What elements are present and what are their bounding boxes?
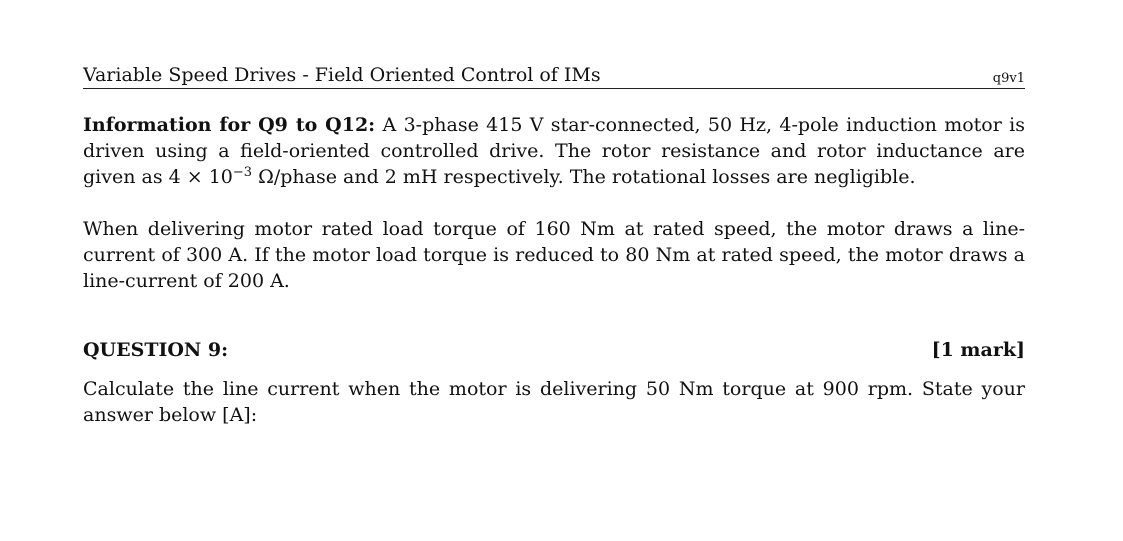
question-label: QUESTION 9: bbox=[83, 339, 229, 361]
question-heading bbox=[83, 337, 1025, 363]
load-conditions-paragraph: When delivering motor rated load torque of 160 Nm at rated speed, the motor draws a line-current of 300 A. If the motor load torque is reduced to 80 Nm at rated speed, the motor draws a line-current of 200 A. bbox=[83, 218, 1025, 292]
information-exponent: −3 bbox=[232, 165, 253, 180]
page-header bbox=[83, 62, 1025, 89]
information-text-part-2: Ω/phase and 2 mH respectively. The rotational losses are negligible. bbox=[252, 166, 916, 188]
question-version-code: q9v1 bbox=[992, 71, 1025, 86]
header-title: Variable Speed Drives - Field Oriented Control of IMs bbox=[83, 64, 601, 86]
information-text-part-1: A 3-phase 415 V star-connected, 50 Hz, 4-pole induction motor is driven using a field-oriented controlled drive. The rotor resistance and rotor inductance are given as 4 × 10 bbox=[83, 114, 1025, 188]
question-marks: [1 mark] bbox=[931, 339, 1025, 361]
information-lead: Information for Q9 to Q12: bbox=[83, 114, 376, 136]
document-page bbox=[83, 62, 1025, 428]
question-text: Calculate the line current when the motor is delivering 50 Nm torque at 900 rpm. State your answer below [A]: bbox=[83, 378, 1025, 426]
information-paragraph bbox=[83, 112, 1025, 190]
